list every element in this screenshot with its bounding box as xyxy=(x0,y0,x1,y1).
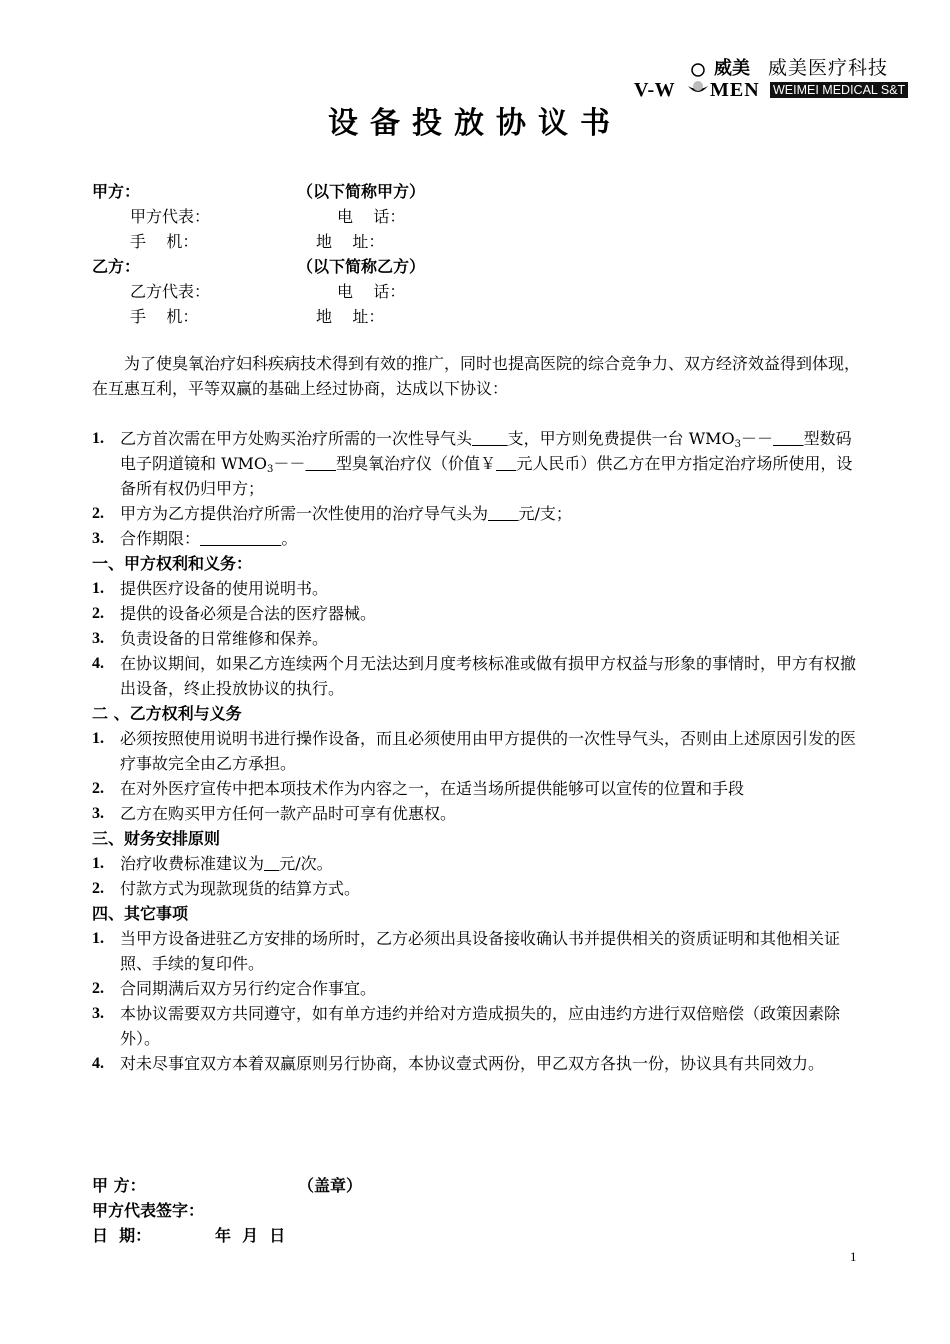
party-b-phone: 电 话： xyxy=(337,282,406,301)
clause-1-text-b: 支，甲方则免费提供一台 WMO xyxy=(507,429,735,448)
item-number: 4. xyxy=(92,655,104,672)
item-text: 付款方式为现款现货的结算方式。 xyxy=(120,879,361,898)
item-number: 2. xyxy=(92,780,104,797)
signature-date-label: 日 期： xyxy=(92,1226,152,1245)
page-number: 1 xyxy=(850,1249,857,1264)
clause-1-text-g: 元人民币）供乙方在甲方指定治疗场所使用，设备所有权仍归甲方； xyxy=(120,454,853,498)
signature-party-a: 甲 方： xyxy=(92,1176,146,1195)
item-text: 当甲方设备进驻乙方安排的场所时，乙方必须出具设备接收确认书并提供相关的资质证明和其他相关证照、手续的复印件。 xyxy=(120,929,841,973)
item-text-b: 元/次。 xyxy=(279,854,333,873)
signature-date-fields: 年 月 日 xyxy=(215,1226,286,1245)
blank-field xyxy=(496,454,516,473)
blank-field xyxy=(472,429,508,448)
clause-3 xyxy=(92,526,862,551)
item-number: 3. xyxy=(92,630,104,647)
item-number: 1. xyxy=(92,855,104,872)
clause-3-text-b: 。 xyxy=(281,529,298,548)
item-number: 1. xyxy=(92,730,104,747)
section-1-item xyxy=(92,626,862,651)
item-text-a: 治疗收费标准建议为 xyxy=(120,854,265,873)
section-4-item xyxy=(92,1001,862,1051)
party-a-address: 地 址： xyxy=(316,232,385,251)
clause-number: 3. xyxy=(92,530,104,547)
party-b-address: 地 址： xyxy=(316,307,385,326)
section-4-item xyxy=(92,976,862,1001)
item-text: 必须按照使用说明书进行操作设备，而且必须使用由甲方提供的一次性导气头，否则由上述原因引发的医疗事故完全由乙方承担。 xyxy=(120,729,857,773)
clause-number: 1. xyxy=(92,430,104,447)
blank-field xyxy=(200,529,281,548)
logo-company-name-en: WEIMEI MEDICAL S&T xyxy=(770,82,908,98)
section-1-item xyxy=(92,576,862,601)
logo-men: MEN xyxy=(710,79,760,101)
section-2-item xyxy=(92,726,862,776)
item-text: 对未尽事宜双方本着双赢原则另行协商，本协议壹式两份，甲乙双方各执一份，协议具有共同效力。 xyxy=(120,1054,825,1073)
party-b-mobile: 手 机： xyxy=(130,307,199,326)
item-text: 负责设备的日常维修和保养。 xyxy=(120,629,329,648)
logo-vw: V-W xyxy=(634,79,676,101)
section-4-item xyxy=(92,1051,862,1076)
party-a-rep: 甲方代表： xyxy=(130,207,211,226)
section-3-item xyxy=(92,851,862,876)
clause-number: 2. xyxy=(92,505,104,522)
item-text: 提供医疗设备的使用说明书。 xyxy=(120,579,329,598)
blank-field xyxy=(305,454,336,473)
clause-1-dash-2: －－ xyxy=(273,454,306,473)
item-text: 在对外医疗宣传中把本项技术作为内容之一，在适当场所提供能够可以宣传的位置和手段 xyxy=(120,779,745,798)
item-text: 本协议需要双方共同遵守，如有单方违约并给对方造成损失的，应由违约方进行双倍赔偿（政策因素除外）。 xyxy=(120,1004,841,1048)
party-a-mobile: 手 机： xyxy=(130,232,199,251)
party-b-note: （以下简称乙方） xyxy=(297,257,426,276)
section-1-heading: 一、甲方权利和义务： xyxy=(92,554,253,573)
logo-company-name-cn: 威美医疗科技 xyxy=(768,57,889,79)
clause-1-dash-1: －－ xyxy=(741,429,774,448)
blank-field xyxy=(773,429,804,448)
party-a-note: （以下简称甲方） xyxy=(297,182,426,201)
logo-brand-cn: 威美 xyxy=(714,58,750,79)
subscript-3: 3 xyxy=(734,439,742,450)
clause-2-text-b: 元/支； xyxy=(518,504,572,523)
clause-1-text-f: 型臭氧治疗仪（价值￥ xyxy=(335,454,496,473)
intro-paragraph xyxy=(92,351,860,401)
item-number: 1. xyxy=(92,930,104,947)
logo-figure-icon xyxy=(684,56,712,102)
party-b-label: 乙方： xyxy=(92,257,141,276)
section-4-heading: 四、其它事项 xyxy=(92,904,189,923)
document-title: 设备投放协议书 xyxy=(328,106,622,141)
item-number: 2. xyxy=(92,605,104,622)
subscript-3: 3 xyxy=(267,464,274,475)
section-2-item xyxy=(92,776,862,801)
clause-2-text-a: 甲方为乙方提供治疗所需一次性使用的治疗导气头为 xyxy=(120,504,489,523)
signature-seal: （盖章） xyxy=(298,1176,363,1195)
party-b-rep: 乙方代表： xyxy=(130,282,211,301)
clause-3-text-a: 合作期限： xyxy=(120,529,201,548)
party-a-label: 甲方： xyxy=(92,182,141,201)
party-a-phone: 电 话： xyxy=(337,207,406,226)
section-2-heading: 二 、乙方权利与义务 xyxy=(92,704,242,723)
section-4-item xyxy=(92,926,862,976)
item-number: 1. xyxy=(92,580,104,597)
item-text: 在协议期间，如果乙方连续两个月无法达到月度考核标准或做有损甲方权益与形象的事情时，甲方有权撤出设备，终止投放协议的执行。 xyxy=(120,654,857,698)
item-number: 2. xyxy=(92,980,104,997)
item-number: 2. xyxy=(92,880,104,897)
section-3-heading: 三、财务安排原则 xyxy=(92,829,221,848)
item-number: 3. xyxy=(92,805,104,822)
item-number: 4. xyxy=(92,1055,104,1072)
clause-2 xyxy=(92,501,862,526)
section-1-item xyxy=(92,651,862,701)
blank-field xyxy=(488,504,519,523)
section-1-item xyxy=(92,601,862,626)
item-text: 合同期满后双方另行约定合作事宜。 xyxy=(120,979,377,998)
clause-1 xyxy=(92,426,862,501)
item-text: 乙方在购买甲方任何一款产品时可享有优惠权。 xyxy=(120,804,457,823)
clause-1-text-d: 型数码电子阴道镜和 WMO xyxy=(120,429,852,473)
agreement-body xyxy=(92,426,862,1076)
item-number: 3. xyxy=(92,1005,104,1022)
signature-rep-sign: 甲方代表签字： xyxy=(92,1201,205,1220)
item-text: 提供的设备必须是合法的医疗器械。 xyxy=(120,604,377,623)
blank-field xyxy=(264,854,279,873)
company-logo xyxy=(634,56,914,102)
clause-1-text-a: 乙方首次需在甲方处购买治疗所需的一次性导气头 xyxy=(120,429,473,448)
section-2-item xyxy=(92,801,862,826)
intro-text: 为了使臭氧治疗妇科疾病技术得到有效的推广，同时也提高医院的综合竞争力、双方经济效益得到体现，在互惠互利，平等双赢的基础上经过协商，达成以下协议： xyxy=(92,354,861,398)
section-3-item xyxy=(92,876,862,901)
